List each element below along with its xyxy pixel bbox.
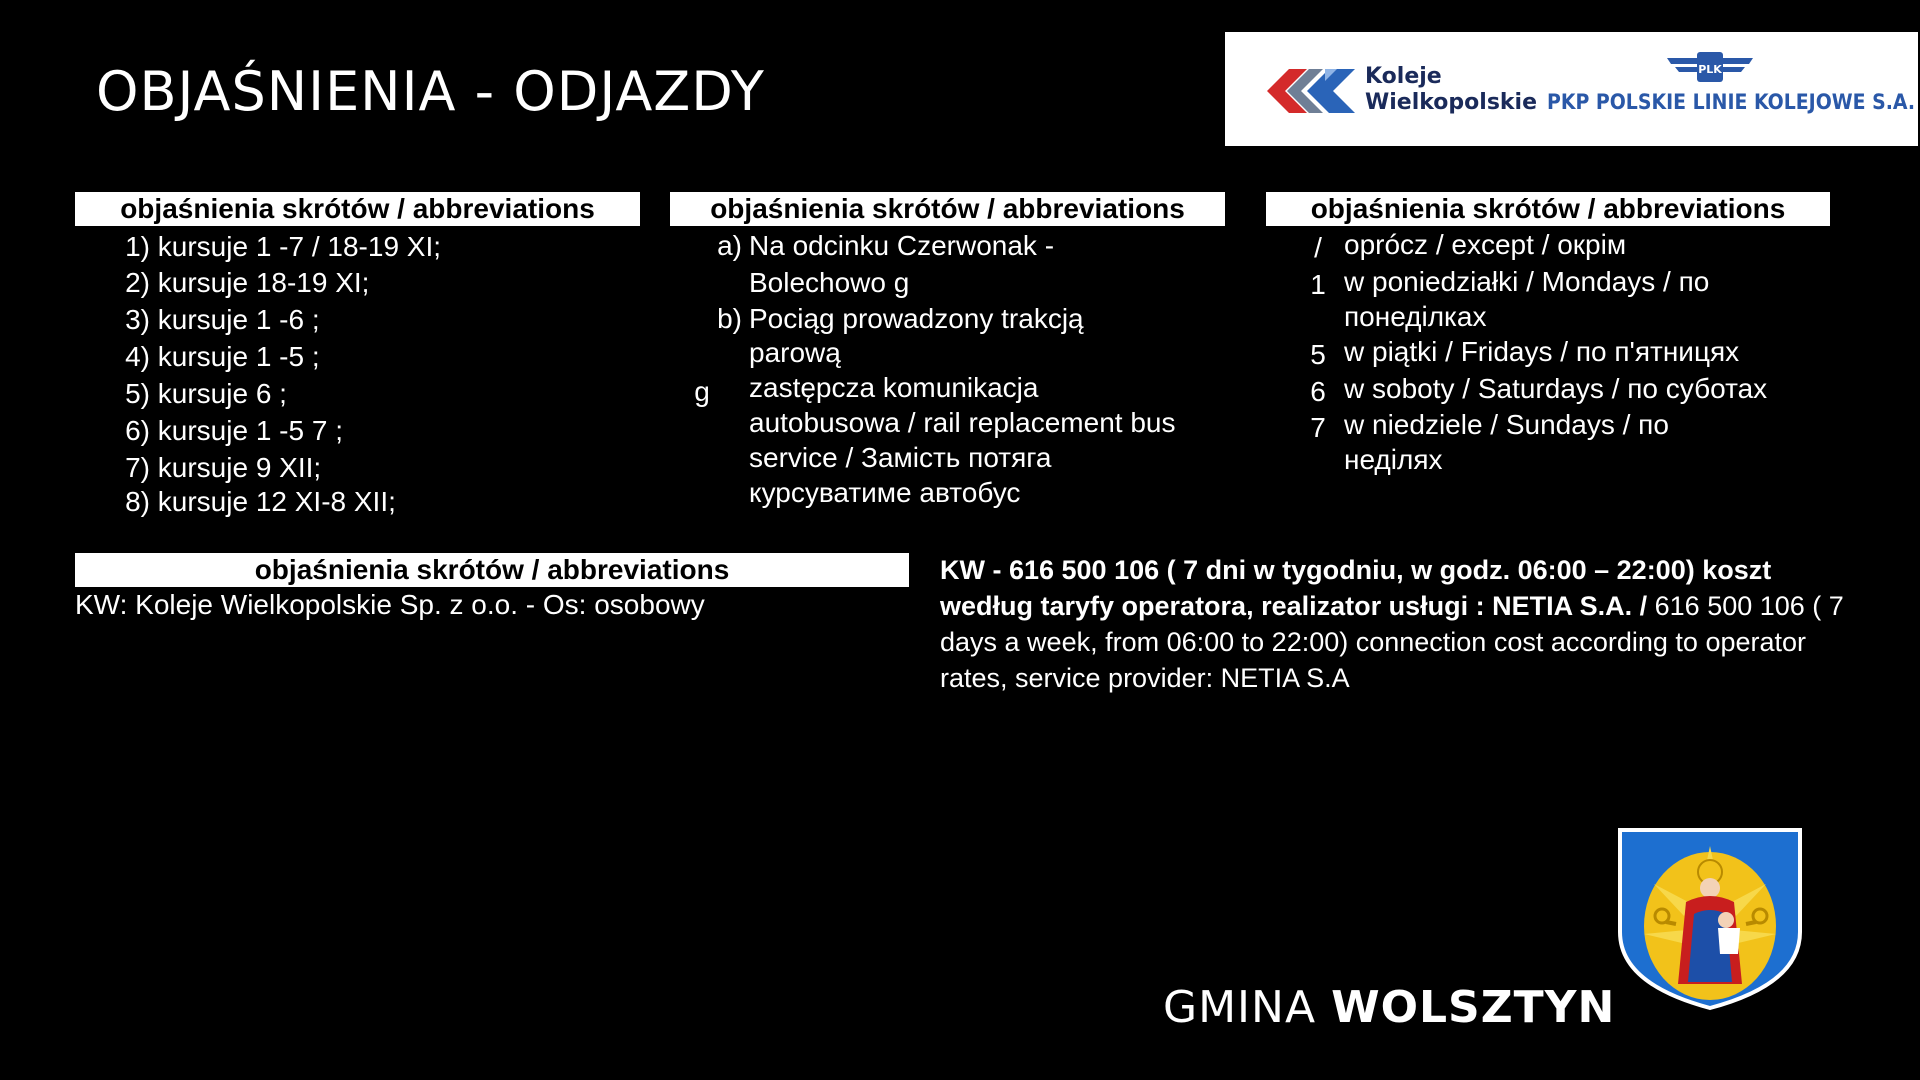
list-item-text: oprócz / except / окрім — [1344, 229, 1627, 260]
contact-info-bold: KW - 616 500 106 ( 7 dni w tygodniu, w godz. 06:00 – 22:00) koszt według taryfy operatora, realizator usługi : NETIA S.A. / — [940, 555, 1772, 621]
list-item-text: autobusowa / rail replacement bus — [749, 407, 1176, 438]
list-item-text: w piątki / Fridays / по п'ятницях — [1344, 336, 1740, 367]
list-item-text: w poniedziałki / Mondays / по — [1344, 266, 1710, 297]
list-item-text: parową — [749, 337, 841, 368]
list-item-key: / — [1314, 232, 1322, 263]
list-item-key: 1 — [1310, 269, 1326, 300]
coat-of-arms-icon — [1614, 824, 1806, 1012]
bottom-panel-header: objaśnienia skrótów / abbreviations — [75, 553, 909, 587]
koleje-wielkopolskie-wordmark: Koleje Wielkopolskie — [1365, 64, 1538, 115]
list-item-key: 5 — [1310, 339, 1326, 370]
plk-wings-logo-icon — [1665, 50, 1755, 86]
list-item-text: w niedziele / Sundays / по — [1344, 409, 1669, 440]
list-item-key: 7 — [1310, 412, 1326, 443]
list-item-text: zastępcza komunikacja — [749, 372, 1039, 403]
list-item: 1) kursuje 1 -7 / 18-19 XI; — [125, 231, 442, 262]
gmina-wordmark: GMINA WOLSZTYN — [1163, 982, 1616, 1033]
list-item-text: неділях — [1344, 444, 1443, 475]
list-item-text: понеділках — [1344, 301, 1487, 332]
contact-info — [940, 552, 1860, 696]
list-item-text: курсуватиме автобус — [749, 477, 1021, 508]
panel1-header: objaśnienia skrótów / abbreviations — [75, 192, 640, 226]
page-title: OBJAŚNIENIA - ODJAZDY — [96, 60, 765, 123]
list-item: 4) kursuje 1 -5 ; — [125, 341, 320, 372]
list-item-text: Pociąg prowadzony trakcją — [749, 303, 1084, 334]
plk-wordmark: PKP POLSKIE LINIE KOLEJOWE S.A. — [1547, 90, 1916, 114]
contact-info-normal: 616 500 106 ( 7 days a week, from 06:00 to 22:00) connection cost according to operator rates, service provider: NETIA S.A — [940, 591, 1844, 693]
list-item-text: Na odcinku Czerwonak - — [749, 230, 1055, 261]
logo-banner — [1225, 32, 1918, 146]
plk-badge-text: PLK — [1698, 63, 1722, 76]
list-item: 6) kursuje 1 -5 7 ; — [125, 415, 343, 446]
panel3-header: objaśnienia skrótów / abbreviations — [1266, 192, 1830, 226]
list-item-text: service / Замість потяга — [749, 442, 1052, 473]
list-item-key: a) — [717, 230, 742, 261]
koleje-wielkopolskie-logo-icon — [1267, 68, 1357, 114]
list-item-text: Bolechowo g — [749, 267, 910, 298]
list-item-key: 6 — [1310, 376, 1326, 407]
list-item: 7) kursuje 9 XII; — [125, 452, 322, 483]
list-item: 8) kursuje 12 XI-8 XII; — [125, 486, 396, 517]
list-item: 2) kursuje 18-19 XI; — [125, 267, 370, 298]
panel2-header: objaśnienia skrótów / abbreviations — [670, 192, 1225, 226]
list-item: 5) kursuje 6 ; — [125, 378, 287, 409]
list-item-key: b) — [717, 303, 742, 334]
list-item-key: g — [694, 376, 710, 407]
list-item-text: w soboty / Saturdays / по суботах — [1344, 373, 1768, 404]
list-item: 3) kursuje 1 -6 ; — [125, 304, 320, 335]
bottom-panel-text: KW: Koleje Wielkopolskie Sp. z o.o. - Os: osobowy — [75, 589, 705, 620]
